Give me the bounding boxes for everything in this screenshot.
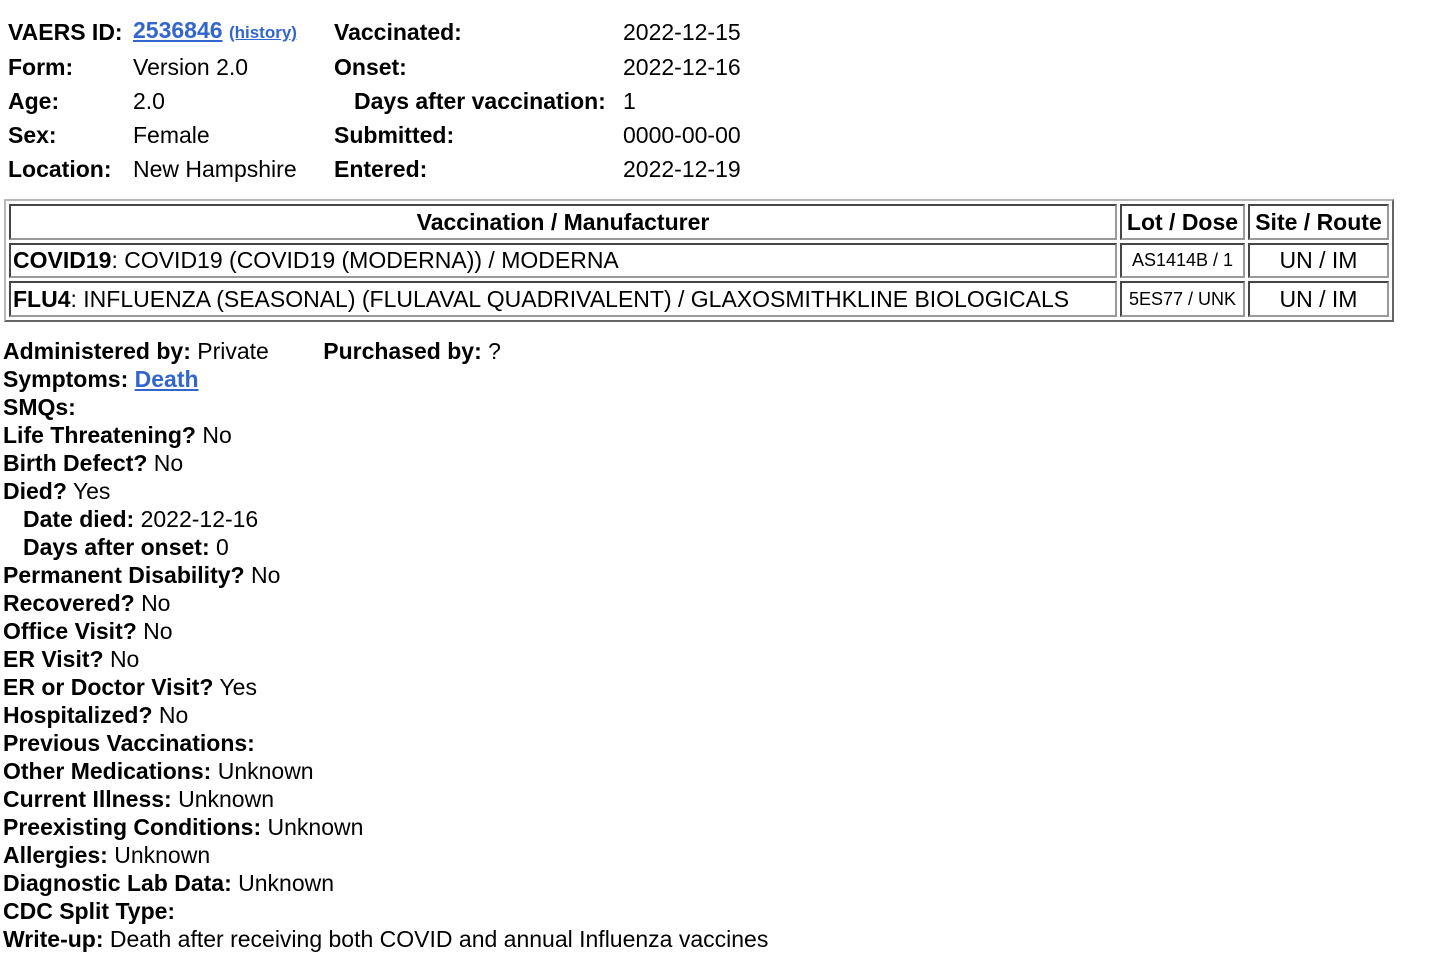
history-link[interactable]: (history) (228, 23, 297, 42)
allergies-value: Unknown (114, 842, 211, 868)
column-header-lot-dose: Lot / Dose (1120, 204, 1245, 240)
lot-dose-cell: AS1414B / 1 (1120, 243, 1245, 279)
er-doctor-visit-value: Yes (219, 674, 257, 700)
office-visit-label: Office Visit? (3, 618, 137, 644)
submitted-value: 0000-00-00 (623, 122, 741, 148)
column-header-site-route: Site / Route (1248, 204, 1389, 240)
previous-vaccinations-label: Previous Vaccinations: (3, 730, 255, 756)
symptom-link-death[interactable]: Death (134, 366, 199, 392)
vaccine-name-cell (9, 281, 1117, 317)
preexisting-conditions-row (3, 813, 1403, 841)
er-visit-label: ER Visit? (3, 646, 104, 672)
days-after-onset-value: 0 (216, 534, 229, 560)
vaers-id-link[interactable]: 2536846 (133, 17, 223, 43)
hospitalized-row (3, 701, 1403, 729)
onset-value: 2022-12-16 (623, 54, 741, 80)
sex-value: Female (133, 122, 210, 148)
lab-data-value: Unknown (238, 870, 335, 896)
allergies-row (3, 841, 1403, 869)
life-threatening-value: No (202, 422, 232, 448)
vaccination-table (4, 199, 1394, 322)
days-after-onset-row (3, 533, 1403, 561)
vaccinated-value: 2022-12-15 (623, 18, 741, 45)
location-label: Location: (8, 156, 112, 182)
current-illness-label: Current Illness: (3, 786, 172, 812)
write-up-row (3, 925, 1403, 953)
er-doctor-visit-row (3, 673, 1403, 701)
entered-value: 2022-12-19 (623, 156, 741, 182)
previous-vaccinations-row (3, 729, 1403, 757)
vaccine-code: FLU4 (13, 286, 71, 313)
smqs-row (3, 393, 1403, 421)
vaccination-table-header (9, 204, 1389, 240)
site-route-cell: UN / IM (1248, 281, 1389, 317)
entered-label: Entered: (334, 156, 428, 182)
lot-dose-cell: 5ES77 / UNK (1120, 281, 1245, 317)
table-row (9, 243, 1389, 279)
vaccine-description: : INFLUENZA (SEASONAL) (FLULAVAL QUADRIVALENT) / GLAXOSMITHKLINE BIOLOGICALS (70, 286, 1070, 313)
birth-defect-row (3, 449, 1403, 477)
permanent-disability-label: Permanent Disability? (3, 562, 245, 588)
office-visit-row (3, 617, 1403, 645)
died-value: Yes (72, 478, 111, 504)
recovered-value: No (141, 590, 171, 616)
preexisting-conditions-value: Unknown (267, 814, 364, 840)
cdc-split-type-row (3, 897, 1403, 925)
birth-defect-label: Birth Defect? (3, 450, 148, 476)
office-visit-value: No (143, 618, 173, 644)
location-value: New Hampshire (133, 156, 297, 182)
purchased-by-label: Purchased by: (323, 338, 482, 364)
permanent-disability-value: No (250, 562, 281, 588)
submitted-label: Submitted: (334, 122, 455, 148)
birth-defect-value: No (153, 450, 184, 476)
write-up-value: Death after receiving both COVID and annual Influenza vaccines (109, 926, 769, 952)
days-after-vaccination-label: Days after vaccination: (354, 88, 606, 114)
purchased-by-value: ? (488, 338, 501, 364)
age-value: 2.0 (133, 88, 165, 114)
life-threatening-row (3, 421, 1403, 449)
life-threatening-label: Life Threatening? (3, 422, 196, 448)
onset-label: Onset: (334, 54, 407, 80)
report-details (3, 337, 1403, 953)
report-header (8, 13, 741, 186)
recovered-row (3, 589, 1403, 617)
current-illness-value: Unknown (178, 786, 274, 812)
other-medications-label: Other Medications: (3, 758, 212, 784)
lab-data-row (3, 869, 1403, 897)
hospitalized-value: No (158, 702, 189, 728)
sex-label: Sex: (8, 122, 57, 148)
vaers-id-cell (133, 13, 334, 50)
form-label: Form: (8, 54, 74, 80)
hospitalized-label: Hospitalized? (3, 702, 153, 728)
date-died-label: Date died: (23, 506, 135, 532)
date-died-value: 2022-12-16 (140, 506, 259, 532)
er-doctor-visit-label: ER or Doctor Visit? (3, 674, 214, 700)
lab-data-label: Diagnostic Lab Data: (3, 870, 232, 896)
recovered-label: Recovered? (3, 590, 135, 616)
smqs-label: SMQs: (3, 394, 76, 420)
vaccinated-label: Vaccinated: (334, 18, 462, 45)
administered-by-value: Private (197, 338, 269, 364)
write-up-label: Write-up: (3, 926, 104, 952)
vaccine-name-cell (9, 243, 1117, 279)
allergies-label: Allergies: (3, 842, 108, 868)
days-after-vaccination-value: 1 (623, 88, 636, 114)
er-visit-row (3, 645, 1403, 673)
preexisting-conditions-label: Preexisting Conditions: (3, 814, 262, 840)
symptoms-label: Symptoms: (3, 366, 129, 392)
er-visit-value: No (109, 646, 140, 672)
vaers-id-label: VAERS ID: (8, 18, 123, 45)
site-route-cell: UN / IM (1248, 243, 1389, 279)
died-row (3, 477, 1403, 505)
vaccine-code: COVID19 (13, 247, 112, 274)
date-died-row (3, 505, 1403, 533)
other-medications-value: Unknown (217, 758, 314, 784)
cdc-split-type-label: CDC Split Type: (3, 898, 176, 924)
other-medications-row (3, 757, 1403, 785)
form-value: Version 2.0 (133, 54, 249, 80)
days-after-onset-label: Days after onset: (23, 534, 210, 560)
permanent-disability-row (3, 561, 1403, 589)
column-header-vaccination: Vaccination / Manufacturer (9, 204, 1117, 240)
died-label: Died? (3, 478, 67, 504)
administered-row (3, 337, 1403, 365)
administered-by-label: Administered by: (3, 338, 191, 364)
age-label: Age: (8, 88, 60, 114)
vaccine-description: : COVID19 (COVID19 (MODERNA)) / MODERNA (111, 247, 619, 274)
current-illness-row (3, 785, 1403, 813)
symptoms-row (3, 365, 1403, 393)
table-row (9, 281, 1389, 317)
